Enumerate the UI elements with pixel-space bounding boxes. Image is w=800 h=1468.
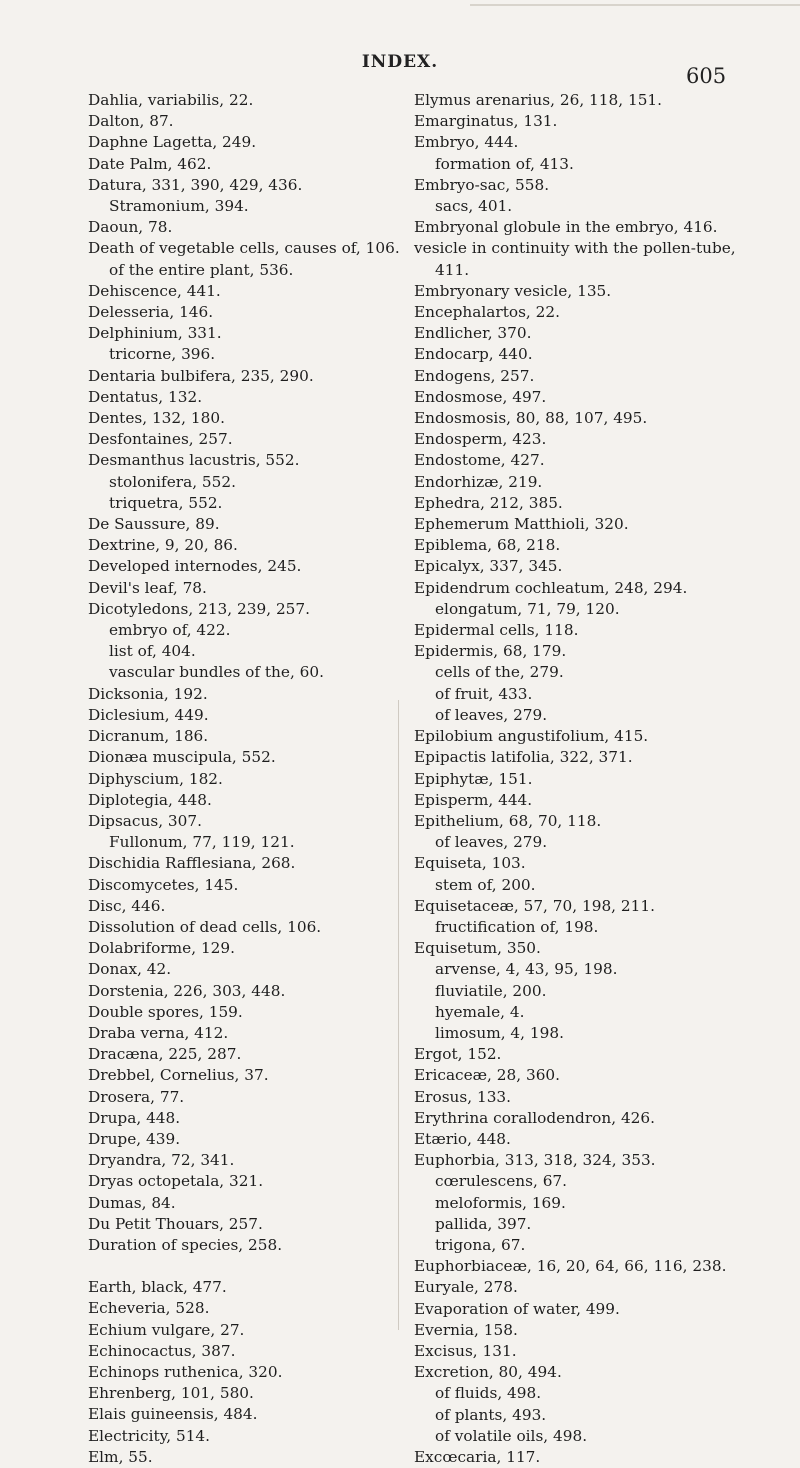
index-entry: Date Palm, 462. (88, 154, 212, 173)
index-entry: Dalton, 87. (88, 112, 174, 131)
index-subentry: triquetra, 552. (109, 493, 223, 512)
index-subentry: of plants, 493. (435, 1405, 547, 1424)
index-entry: Euphorbia, 313, 318, 324, 353. (414, 1151, 656, 1170)
index-entry: Electricity, 514. (88, 1426, 211, 1445)
index-entry: Dryandra, 72, 341. (88, 1151, 235, 1170)
index-entry: Delphinium, 331. (88, 324, 222, 343)
index-entry: Echium vulgare, 27. (88, 1320, 245, 1339)
index-entry: Erosus, 133. (414, 1087, 512, 1106)
index-entry: Epidermis, 68, 179. (414, 642, 567, 661)
index-entry: Embryonal globule in the embryo, 416. (414, 218, 718, 237)
index-entry: Endostome, 427. (414, 451, 545, 470)
index-entry: Elymus arenarius, 26, 118, 151. (414, 91, 663, 109)
column-divider (398, 700, 399, 1330)
index-entry: Developed internodes, 245. (88, 557, 302, 576)
index-entry: Dentes, 132, 180. (88, 409, 225, 428)
index-column-right (414, 90, 774, 1468)
index-entry: Dischidia Rafflesiana, 268. (88, 854, 296, 873)
index-entry: De Saussure, 89. (88, 515, 220, 534)
index-entry: Epicalyx, 337, 345. (414, 557, 563, 576)
index-entry: Dextrine, 9, 20, 86. (88, 536, 238, 555)
index-entry: Epiphytæ, 151. (414, 769, 533, 788)
index-entry: Dicksonia, 192. (88, 684, 208, 703)
index-entry: Dehiscence, 441. (88, 281, 221, 300)
index-subentry: of leaves, 279. (435, 705, 548, 724)
index-entry: Epidermal cells, 118. (414, 621, 579, 640)
index-entry: Equiseta, 103. (414, 854, 526, 873)
index-subentry: fructification of, 198. (435, 917, 599, 936)
index-entry: Drupa, 448. (88, 1108, 181, 1127)
index-entry: Euryale, 278. (414, 1278, 518, 1297)
index-entry: Dipsacus, 307. (88, 811, 202, 830)
index-entry: Echinocactus, 387. (88, 1341, 236, 1360)
index-entry: Death of vegetable cells, causes of, 106. (88, 239, 400, 258)
index-entry: Dissolution of dead cells, 106. (88, 917, 322, 936)
section-gap (88, 1256, 406, 1277)
index-entry: Evaporation of water, 499. (414, 1299, 620, 1318)
index-entry: Desmanthus lacustris, 552. (88, 451, 300, 470)
index-subentry: of leaves, 279. (435, 833, 548, 852)
index-entry: Excisus, 131. (414, 1341, 517, 1360)
index-subentry: tricorne, 396. (109, 345, 216, 364)
index-subentry: formation of, 413. (435, 154, 574, 173)
index-entry: Equisetaceæ, 57, 70, 198, 211. (414, 896, 655, 915)
index-entry: Dahlia, variabilis, 22. (88, 91, 254, 109)
index-subentry: stem of, 200. (435, 875, 536, 894)
index-subentry: vascular bundles of the, 60. (109, 663, 325, 682)
index-entry: Drosera, 77. (88, 1087, 185, 1106)
index-subentry: limosum, 4, 198. (435, 1023, 564, 1042)
index-entry: Euphorbiaceæ, 16, 20, 64, 66, 116, 238. (414, 1257, 727, 1276)
index-entry: Ephedra, 212, 385. (414, 493, 563, 512)
index-entry: Endlicher, 370. (414, 324, 532, 343)
index-entry: Embryo-sac, 558. (414, 175, 550, 194)
running-title: INDEX. (361, 52, 439, 72)
index-entry: Dryas octopetala, 321. (88, 1172, 264, 1191)
index-entry: Epidendrum cochleatum, 248, 294. (414, 578, 688, 597)
index-subentry: fluviatile, 200. (435, 981, 547, 1000)
index-entry: Diphyscium, 182. (88, 769, 223, 788)
index-entry: Diplotegia, 448. (88, 790, 212, 809)
index-subentry: of fluids, 498. (435, 1384, 542, 1403)
index-entry: Daphne Lagetta, 249. (88, 133, 257, 152)
index-subentry: of the entire plant, 536. (109, 260, 294, 279)
index-subentry: pallida, 397. (435, 1214, 532, 1233)
index-entry: Elm, 55. (88, 1447, 153, 1466)
index-entry: Encephalartos, 22. (414, 303, 560, 322)
index-entry: Datura, 331, 390, 429, 436. (88, 175, 303, 194)
index-subentry: list of, 404. (109, 642, 196, 661)
index-entry: Disc, 446. (88, 896, 166, 915)
index-subentry: stolonifera, 552. (109, 472, 236, 491)
index-entry: Evernia, 158. (414, 1320, 518, 1339)
index-entry: Equisetum, 350. (414, 939, 541, 958)
index-entry: Excœcaria, 117. (414, 1448, 541, 1466)
index-entry: Embryo, 444. (414, 133, 519, 152)
index-entry: Emarginatus, 131. (414, 112, 558, 131)
index-entry: Daoun, 78. (88, 218, 173, 237)
index-subentry: cœrulescens, 67. (435, 1172, 568, 1191)
index-entry: Discomycetes, 145. (88, 875, 239, 894)
index-subentry: arvense, 4, 43, 95, 198. (435, 960, 618, 979)
index-entry: Erythrina corallodendron, 426. (414, 1108, 656, 1127)
index-subentry: meloformis, 169. (435, 1193, 566, 1212)
index-entry: Endosperm, 423. (414, 430, 547, 449)
index-entry: Echeveria, 528. (88, 1299, 210, 1318)
index-subentry: cells of the, 279. (435, 663, 564, 682)
index-entry: Episperm, 444. (414, 790, 533, 809)
index-entry: Dolabriforme, 129. (88, 939, 236, 958)
index-subentry: embryo of, 422. (109, 621, 231, 640)
index-subentry: Fullonum, 77, 119, 121. (109, 833, 295, 852)
page-edge-line (470, 4, 800, 6)
index-entry: Delesseria, 146. (88, 303, 214, 322)
page-number: 605 (686, 64, 727, 88)
index-entry: Excretion, 80, 494. (414, 1363, 562, 1382)
index-entry: Drupe, 439. (88, 1129, 181, 1148)
index-entry: Epiblema, 68, 218. (414, 536, 561, 555)
index-subentry: trigona, 67. (435, 1235, 526, 1254)
index-entry: Epilobium angustifolium, 415. (414, 727, 649, 746)
index-subentry: vesicle in continuity with the pollen-tube, 411. (414, 239, 736, 279)
index-entry: Drebbel, Cornelius, 37. (88, 1066, 269, 1085)
index-subentry: of volatile oils, 498. (435, 1426, 588, 1445)
index-entry: Du Petit Thouars, 257. (88, 1214, 263, 1233)
index-entry: Endogens, 257. (414, 366, 535, 385)
index-entry: Dentaria bulbifera, 235, 290. (88, 366, 314, 385)
index-entry: Ericaceæ, 28, 360. (414, 1066, 561, 1085)
index-column-left (88, 90, 406, 1468)
index-entry: Dumas, 84. (88, 1193, 176, 1212)
index-entry: Diclesium, 449. (88, 705, 209, 724)
index-entry: Donax, 42. (88, 960, 172, 979)
index-entry: Double spores, 159. (88, 1002, 243, 1021)
index-entry: Draba verna, 412. (88, 1023, 229, 1042)
index-entry: Ehrenberg, 101, 580. (88, 1384, 254, 1403)
index-entry: Dentatus, 132. (88, 387, 203, 406)
index-entry: Dicranum, 186. (88, 727, 209, 746)
index-entry: Dorstenia, 226, 303, 448. (88, 981, 286, 1000)
index-entry: Epithelium, 68, 70, 118. (414, 811, 602, 830)
index-entry: Duration of species, 258. (88, 1235, 283, 1254)
index-subentry: Stramonium, 394. (109, 197, 249, 216)
index-entry: Dracæna, 225, 287. (88, 1045, 242, 1064)
index-subentry: sacs, 401. (435, 197, 513, 216)
index-entry: Echinops ruthenica, 320. (88, 1362, 283, 1381)
index-subentry: of fruit, 433. (435, 684, 533, 703)
index-entry: Desfontaines, 257. (88, 430, 233, 449)
index-entry: Epipactis latifolia, 322, 371. (414, 748, 633, 767)
index-entry: Ephemerum Matthioli, 320. (414, 515, 629, 534)
index-entry: Endosmosis, 80, 88, 107, 495. (414, 409, 648, 428)
index-entry: Endorhizæ, 219. (414, 472, 543, 491)
index-entry: Dionæa muscipula, 552. (88, 748, 276, 767)
index-entry: Endocarp, 440. (414, 345, 533, 364)
index-entry: Etærio, 448. (414, 1129, 511, 1148)
index-entry: Ergot, 152. (414, 1045, 502, 1064)
index-entry: Earth, black, 477. (88, 1278, 227, 1297)
index-entry: Embryonary vesicle, 135. (414, 281, 612, 300)
index-subentry: elongatum, 71, 79, 120. (435, 599, 620, 618)
index-entry: Devil's leaf, 78. (88, 578, 207, 597)
index-entry: Elais guineensis, 484. (88, 1405, 258, 1424)
index-entry: Endosmose, 497. (414, 387, 547, 406)
index-subentry: hyemale, 4. (435, 1002, 525, 1021)
index-entry: Dicotyledons, 213, 239, 257. (88, 599, 310, 618)
